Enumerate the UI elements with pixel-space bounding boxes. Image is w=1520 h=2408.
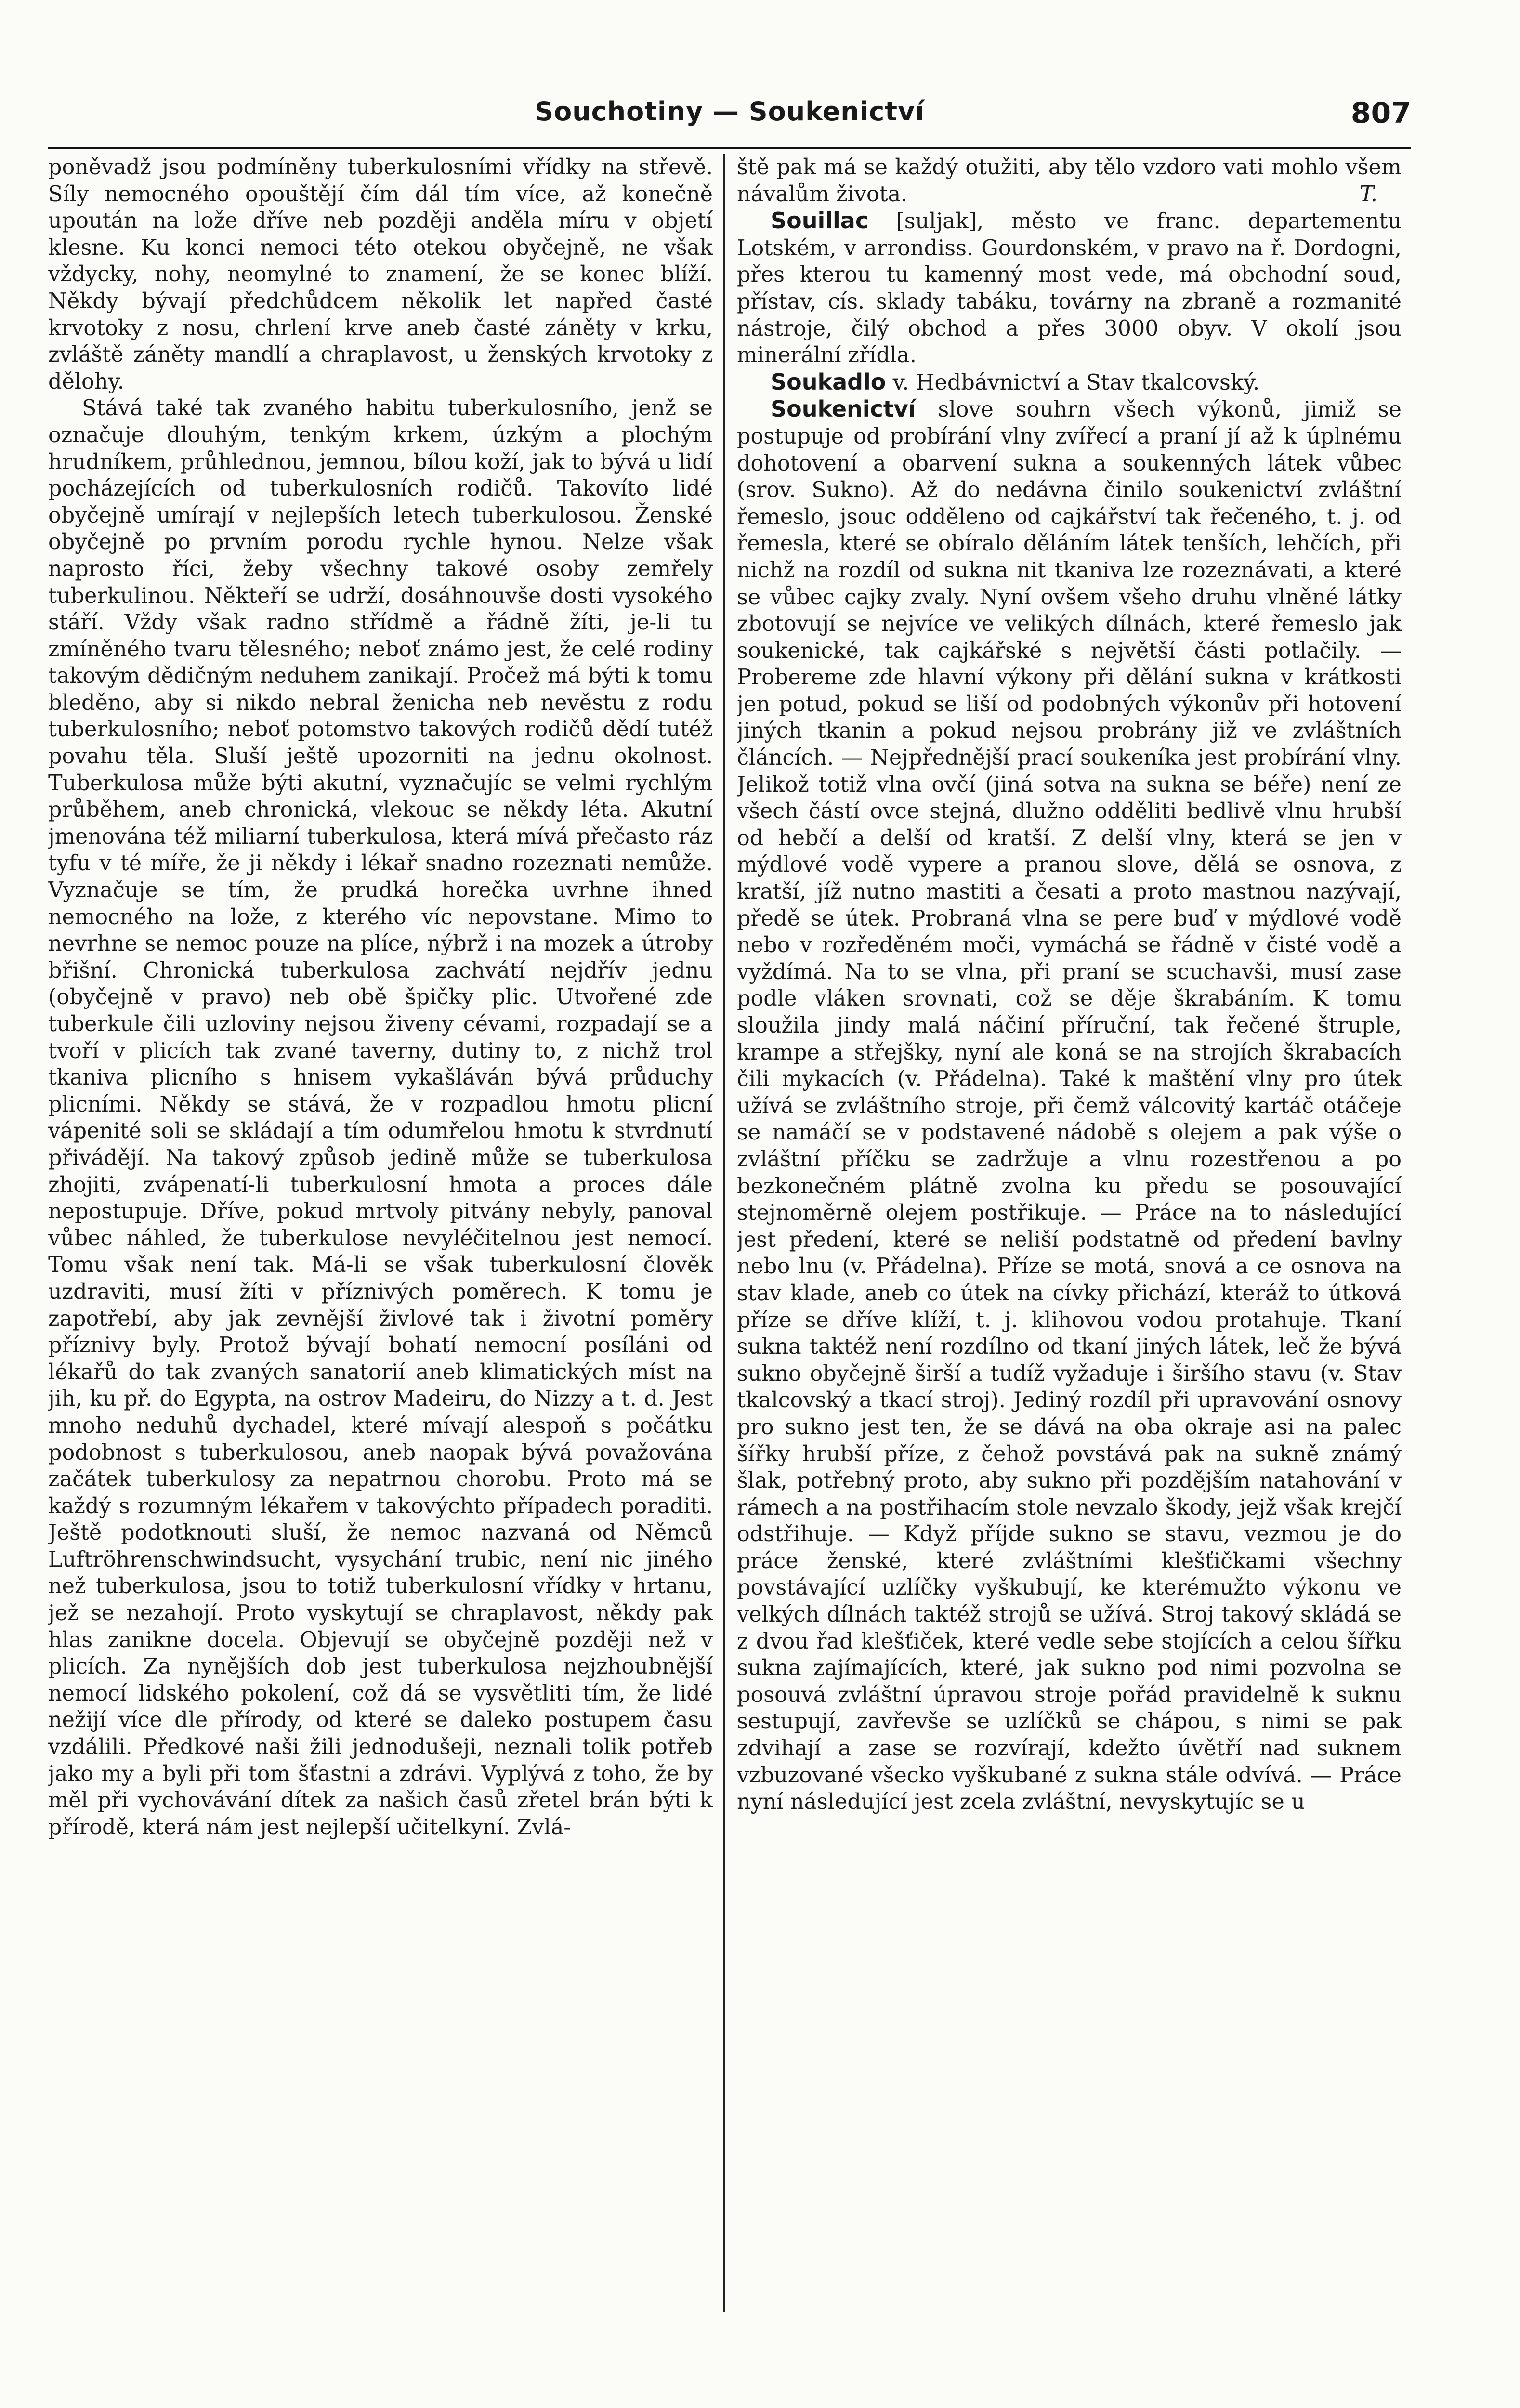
header-rule xyxy=(48,147,1411,149)
entry-soukenictvi xyxy=(737,396,1402,1815)
entry-souillac xyxy=(737,208,1402,369)
entry-text: [suljak], město ve franc. departementu Lotském, v arrondiss. Gourdonském, v pravo na ř. Dordogni, přes kterou tu kamenný most vede, má obchodní soud, přístav, cís. sklady tabáku, továrny na zbraně a rozmanité nástroje, čilý obchod a přes 3000 obyv. V okolí jsou minerální zřídla. xyxy=(737,209,1402,368)
left-paragraph-2: Stává také tak zvaného habitu tuberkulosního, jenž se označuje dlouhým, tenkým krkem, úzkým a plochým hrudníkem, průhlednou, jemnou, bílou koží, jak to bývá u lidí pocházejících od tuberkulosních rodičů. Takovíto lidé obyčejně umírají v nejlepších letech tuberkulosou. Ženské obyčejně po prvním porodu rychle hynou. Nelze však naprosto říci, žeby všechny takové osoby zemřely tuberkulinou. Někteří se udrží, dosáhnouvše dosti vysokého stáří. Vždy však radno střídmě a řádně žíti, je-li tu zmíněného tvaru tělesného; neboť známo jest, že celé rodiny takovým dědičným neduhem zanikají. Pročež má býti k tomu bleděno, aby si nikdo nebral ženicha neb nevěstu z rodu tuberkulosního; neboť potomstvo takových rodičů dědí tutéž povahu těla. Sluší ještě upozorniti na jednu okolnost. Tuberkulosa může býti akutní, vyznačujíc se velmi rychlým průběhem, aneb chronická, vlekouc se někdy léta. Akutní jmenována též miliarní tuberkulosa, která mívá přečasto ráz tyfu v té míře, že ji někdy i lékař snadno rozeznati nemůže. Vyznačuje se tím, že prudká horečka uvrhne ihned nemocného na lože, z kterého víc nepovstane. Mimo to nevrhne se nemoc pouze na plíce, nýbrž i na mozek a útroby břišní. Chronická tuberkulosa zachvátí nejdřív jednu (obyčejně v pravo) neb obě špičky plic. Utvořené zde tuberkule čili uzloviny nejsou živeny cévami, rozpadají se a tvoří v plicích tak zvané taverny, dutiny to, z nichž trol tkaniva plicního s hnisem vykašláván bývá průduchy plicními. Někdy se stává, že v rozpadlou hmotu plicní vápenité soli se skládají a tím odumřelou hmotu k stvrdnutí přivádějí. Na takový způsob jedině může se tuberkulosa zhojiti, zvápenatí-li tuberkulosní hmota a proces dále nepostupuje. Dříve, pokud mrtvoly pitvány nebyly, panoval vůbec náhled, že tuberkulose nevyléčitelnou jest nemocí. Tomu však není tak. Má-li se však tuberkulosní člověk uzdraviti, musí žíti v příznivých poměrech. K tomu je zapotřebí, aby jak zevnější živlové tak i životní poměry příznivy byly. Protož bývají bohatí nemocní posíláni od lékařů do tak zvaných sanatorií aneb klimatických míst na jih, ku př. do Egypta, na ostrov Madeiru, do Nizzy a t. d. Jest mnoho neduhů dychadel, které mívají alespoň s počátku podobnost s tuberkulosou, aneb naopak bývá považována začátek tuberkulosy za nepatrnou chorobu. Proto má se každý s rozumným lékařem v takovýchto případech poraditi. Ještě podotknouti sluší, že nemoc nazvaná od Němců Luftröhrenschwindsucht, vysychání trubic, není nic jiného než tuberkulosa, jsou to totiž tuberkulosní vřídky v hrtanu, jež se nezahojí. Proto vyskytují se chraplavost, někdy pak hlas zanikne docela. Objevují se obyčejně později než v plicích. Za nynějších dob jest tuberkulosa nejzhoubnější nemocí lidského pokolení, což dá se vysvětliti tím, že lidé nežijí více dle přírody, od které se daleko postupem času vzdálili. Předkové naši žili jednodušeji, neznali tolik potřeb jako my a byli při tom šťastni a zdrávi. Vyplývá z toho, že by měl při vychovávání dítek za našich časů zřetel brán býti k přírodě, která nám jest nejlepší učitelkyní. Zvlá- xyxy=(48,396,713,1840)
running-head: Souchotiny — Soukenictví xyxy=(535,96,925,127)
right-column xyxy=(737,154,1402,2345)
continuation-text: ště pak má se každý otužiti, aby tělo vzdoro vati mohlo všem návalům života. xyxy=(737,155,1402,207)
entry-headword: Soukenictví xyxy=(771,396,916,422)
page-number: 807 xyxy=(1350,96,1411,130)
entry-text: slove souhrn všech výkonů, jimiž se postupuje od probírání vlny zvířecí a praní jí až k úplnému dohotovení a obarvení sukna a soukenných látek vůbec (srov. Sukno). Až do nedávna činilo soukenictví zvláštní řemeslo, jsouc odděleno od cajkářství tak řečeného, t. j. od řemesla, které se obíralo děláním látek tenších, lehčích, při nichž na rozdíl od sukna nit tkaniva lze rozeznávati, a které se vůbec cajky zvaly. Nyní ovšem všeho druhu vlněné látky zbotovují se nejvíce ve velikých dílnách, které řemeslo jak soukenické, tak cajkářské s největší části potlačily. — Probereme zde hlavní výkony při dělání sukna v krátkosti jen potud, pokud se liší od podobných výkonův při hotovení jiných tkanin a pokud nejsou probrány již ve zvláštních článcích. — Nejpřednější prací soukeníka jest probírání vlny. Jelikož totiž vlna ovčí (jiná sotva na sukna se béře) není ze všech částí ovce stejná, dlužno odděliti bedlivě vlnu hrubší od hebčí a delší od kratší. Z delší vlny, která se jen v mýdlové vodě vypere a pranou slove, dělá se osnova, z kratší, jíž nutno mastiti a česati a proto mastnou nazývají, předě se útek. Probraná vlna se pere buď v mýdlové vodě nebo v rozředěném moči, vymáchá se řádně v čisté vodě a vyždímá. Na to se vlna, při praní se scuchavši, musí zase podle vláken srovnati, což se děje škrabáním. K tomu sloužila jindy malá náčiní příruční, tak řečené štruple, krampe a střejšky, nyní ale koná se na strojích škrabacích čili mykacích (v. Přádelna). Také k maštění vlny pro útek užívá se zvláštního stroje, při čemž válcovitý kartáč otáčeje se namáčí se v podstavené nádobě s olejem a pak výše o zvláštní příčku se zadržuje a vlnu rozestřenou a po bezkonečném plátně zvolna ku předu se posouvající stejnoměrně olejem postřikuje. — Práce na to následující jest předení, které se neliší podstatně od předení bavlny nebo lnu (v. Přádelna). Příze se motá, snová a ce osnova na stav klade, aneb co útek na cívky přichází, kteráž to útková příze se dříve klíží, t. j. klihovou vodou protahuje. Tkaní sukna taktéž není rozdílno od tkaní jiných látek, leč že bývá sukno obyčejně širší a tudíž vyžaduje i širšího stavu (v. Stav tkalcovský a tkací stroj). Jediný rozdíl při upravování osnovy pro sukno jest ten, že se dává na oba okraje asi na palec šířky hrubší příze, z čehož povstává pak na sukně známý šlak, potřebný proto, aby sukno při pozdějším natahování v rámech a na postřihacím stole nevzalo škody, jejž však krejčí odstřihuje. — Když příjde sukno se stavu, vezmou je do práce ženské, které zvláštními klešťičkami všechny povstávající uzlíčky vyškubují, ke kterémužto výkonu ve velkých dílnách taktéž strojů se užívá. Stroj takový skládá se z dvou řad klešťiček, které vedle sebe stojících a celou šířku sukna zajímajících, které, jak sukno pod nimi pozvolna se posouvá zvláštní úpravou stroje pořád pravidelně k suknu sestupují, zavřevše se uzlíčků se chápou, s nimi se pak zdvihají a zase se rozvírají, kdežto úvětří nad suknem vzbuzované všecko vyškubané z sukna stále odvívá. — Práce nyní následující jest zcela zvláštní, nevyskytujíc se u xyxy=(737,397,1402,1815)
entry-headword: Souillac xyxy=(771,208,869,234)
column-divider xyxy=(723,154,725,2312)
entry-soukadlo xyxy=(737,369,1402,396)
author-signature: T. xyxy=(1359,182,1377,207)
left-column xyxy=(48,154,713,2345)
continuation-paragraph xyxy=(737,154,1402,208)
left-paragraph-1: poněvadž jsou podmíněny tuberkulosními vřídky na střevě. Síly nemocného opouštějí čím dál tím více, až konečně upoután na lože dříve neb později anděla míru v objetí klesne. Ku konci nemoci této otekou obyčejně, ne však vždycky, nohy, neomylné to znamení, že se konec blíží. Někdy bývají předchůdcem několik let napřed časté krvotoky z nosu, chrlení krve aneb časté záněty v krku, zvláště záněty mandlí a chraplavost, u ženských krvotoky z dělohy. xyxy=(48,155,713,394)
page-header xyxy=(48,92,1411,144)
entry-headword: Soukadlo xyxy=(771,368,886,395)
entry-text: v. Hedbávnictví a Stav tkalcovský. xyxy=(886,370,1260,395)
